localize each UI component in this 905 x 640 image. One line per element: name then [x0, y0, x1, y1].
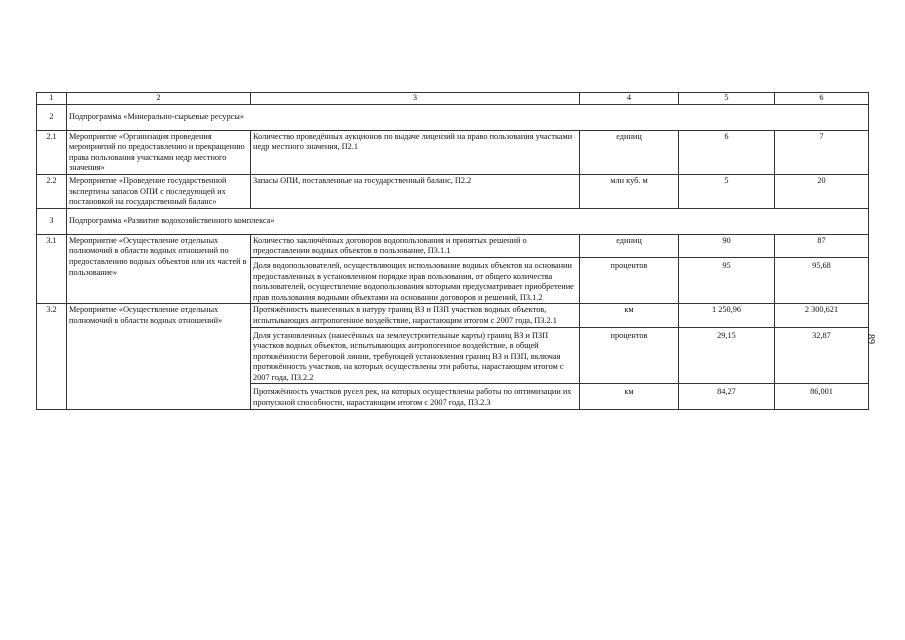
unit-cell: процентов	[580, 327, 679, 384]
column-header: 2	[67, 93, 251, 105]
value-col6: 95,68	[775, 257, 869, 303]
table-row	[37, 304, 869, 327]
unit-cell: процентов	[580, 257, 679, 303]
table-row	[37, 130, 869, 174]
indicator-name: Запасы ОПИ, поставленные на государственный баланс, П2.2	[251, 174, 580, 208]
table-row	[37, 234, 869, 257]
value-col6: 87	[775, 234, 869, 257]
indicators-table	[36, 92, 869, 410]
measure-name: Мероприятие «Осуществление отдельных полномочий в области водных отношений»	[67, 304, 251, 409]
section-row	[37, 208, 869, 234]
value-col5: 6	[679, 130, 775, 174]
indicator-name: Доля установленных (нанесённых на землеустроительные карты) границ ВЗ и ПЗП участков водных объектов, испытывающих антропогенное воздействие, в общей протяжённости береговой линии, требующей установления границ ВЗ и ПЗП, включая протяжённость участков, на которых осуществлены эти работы, нарастающим итогом с 2007 года, П3.2.2	[251, 327, 580, 384]
measure-name: Мероприятие «Осуществление отдельных полномочий в области водных отношений по предоставлению водных объектов или их частей в пользование»	[67, 234, 251, 304]
value-col5: 5	[679, 174, 775, 208]
value-col6: 7	[775, 130, 869, 174]
value-col6: 20	[775, 174, 869, 208]
value-col5: 29,15	[679, 327, 775, 384]
measure-name: Мероприятие «Организация проведения мероприятий по предоставлению и прекращению права пользования участками недр местного значения»	[67, 130, 251, 174]
column-header: 6	[775, 93, 869, 105]
value-col5: 1 250,96	[679, 304, 775, 327]
unit-cell: единиц	[580, 234, 679, 257]
row-number: 2.1	[37, 130, 67, 174]
unit-cell: км	[580, 384, 679, 409]
value-col5: 95	[679, 257, 775, 303]
value-col6: 32,87	[775, 327, 869, 384]
table-row	[37, 174, 869, 208]
row-number: 3	[37, 208, 67, 234]
unit-cell: единиц	[580, 130, 679, 174]
indicator-name: Протяжённость вынесенных в натуру границ ВЗ и ПЗП участков водных объектов, испытывающих антропогенное воздействие, нарастающим итогом с 2007 года, П3.2.1	[251, 304, 580, 327]
indicator-name: Протяжённость участков русел рек, на которых осуществлены работы по оптимизации их пропускной способности, нарастающим итогом с 2007 года, П3.2.3	[251, 384, 580, 409]
indicator-name: Количество проведённых аукционов по выдаче лицензий на право пользования участками недр местного значения, П2.1	[251, 130, 580, 174]
section-row	[37, 104, 869, 130]
measure-name: Мероприятие «Проведение государственной экспертизы запасов ОПИ с последующей их постановкой на государственный баланс»	[67, 174, 251, 208]
value-col6: 86,001	[775, 384, 869, 409]
row-number: 2.2	[37, 174, 67, 208]
section-title: Подпрограмма «Развитие водохозяйственного комплекса»	[67, 208, 869, 234]
value-col5: 84,27	[679, 384, 775, 409]
row-number: 2	[37, 104, 67, 130]
row-number: 3.2	[37, 304, 67, 409]
column-header: 5	[679, 93, 775, 105]
value-col6: 2 300,621	[775, 304, 869, 327]
column-header: 1	[37, 93, 67, 105]
indicator-name: Доля водопользователей, осуществляющих использование водных объектов на основании предоставленных в установленном порядке прав пользования, от общего количества пользователей, осуществление водопользования которыми предусматривает приобретение прав пользования водными объектами на основании договоров и решений, П3.1.2	[251, 257, 580, 303]
indicator-name: Количество заключённых договоров водопользования и принятых решений о предоставлении водных объектов в пользование, П3.1.1	[251, 234, 580, 257]
page-number: 89	[865, 334, 876, 344]
column-numbers-row	[37, 93, 869, 105]
unit-cell: млн куб. м	[580, 174, 679, 208]
row-number: 3.1	[37, 234, 67, 304]
column-header: 4	[580, 93, 679, 105]
unit-cell: км	[580, 304, 679, 327]
value-col5: 90	[679, 234, 775, 257]
section-title: Подпрограмма «Минерально-сырьевые ресурсы»	[67, 104, 869, 130]
column-header: 3	[251, 93, 580, 105]
